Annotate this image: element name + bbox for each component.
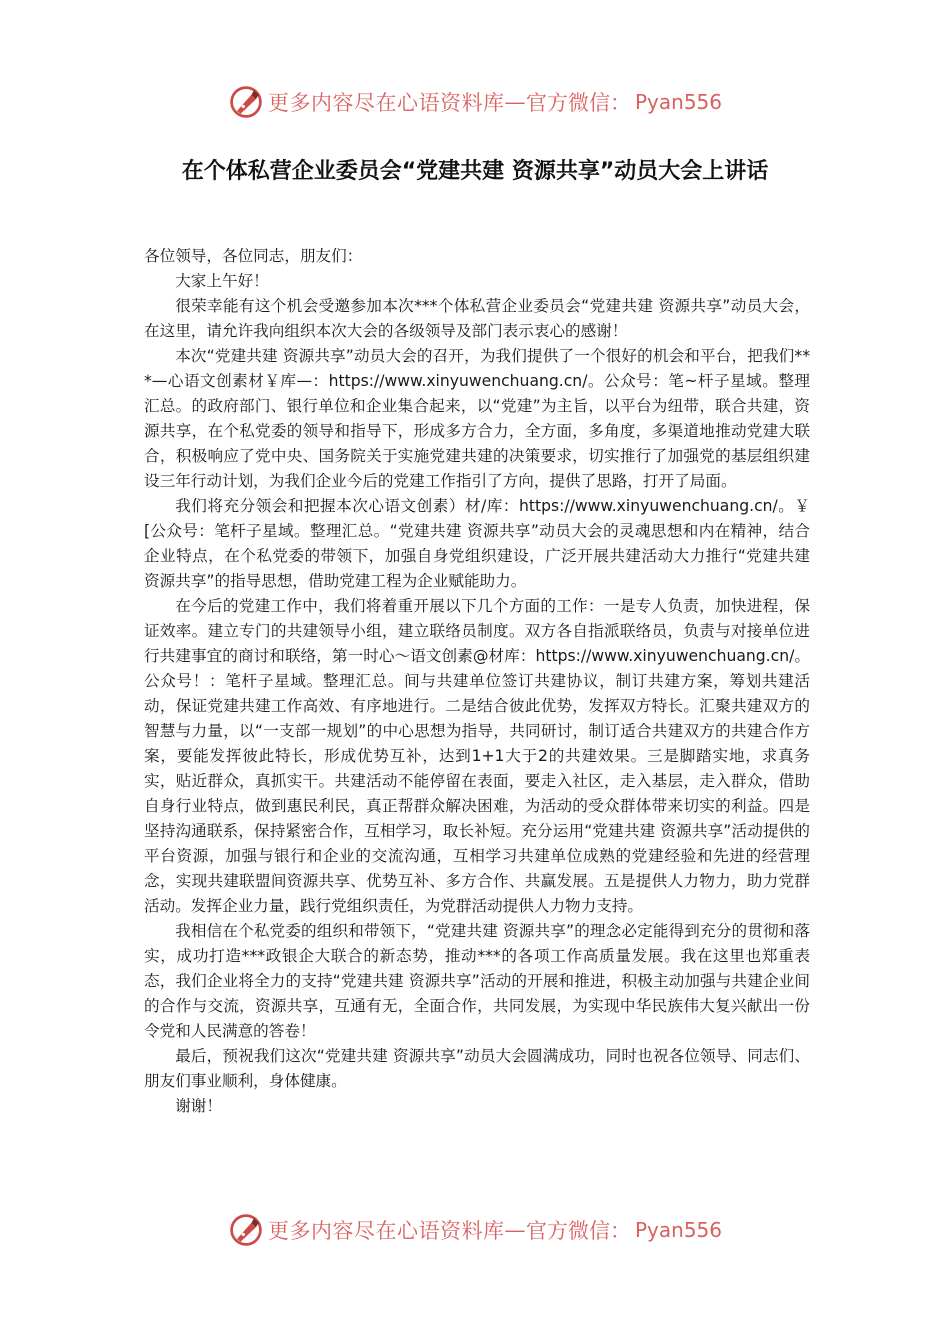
paragraph: 在今后的党建工作中，我们将着重开展以下几个方面的工作：一是专人负责，加快进程，保证效率。建立专门的共建领导小组，建立联络员制度。双方各自指派联络员，负责与对接单位进行共建事宜的商讨和联络，第一时心～语文创素@材库：https://www.xinyuwenchuang.cn/。公众号！：笔杆子星域。整理汇总。间与共建单位签订共建协议，制订共建方案，筹划共建活动，保证党建共建工作高效、有序地进行。二是结合彼此优势，发挥双方特长。汇聚共建双方的智慧与力量，以“一支部一规划”的中心思想为指导，共同研讨，制订适合共建双方的共建合作方案，要能发挥彼此特长，形成优势互补，达到1+1大于2的共建效果。三是脚踏实地，求真务实，贴近群众，真抓实干。共建活动不能停留在表面，要走入社区，走入基层，走入群众，借助自身行业特点，做到惠民利民，真正帮群众解决困难，为活动的受众群体带来切实的利益。四是坚持沟通联系，保持紧密合作，互相学习，取长补短。充分运用“党建共建 资源共享”活动提供的平台资源，加强与银行和企业的交流沟通，互相学习共建单位成熟的党建经验和先进的经营理念，实现共建联盟间资源共享、优势互补、多方合作、共赢发展。五是提供人力物力，助力党群活动。发挥企业力量，践行党组织责任，为党群活动提供人力物力支持。	[144, 597, 810, 915]
banner-wechat-label: 官方微信：	[525, 91, 631, 115]
paragraph: 本次“党建共建 资源共享”动员大会的召开，为我们提供了一个很好的机会和平台，把我们***—心语文创素材￥库—：https://www.xinyuwenchuang.cn/。公众号：笔~杆子星域。整理汇总。的政府部门、银行单位和企业集合起来，以“党建”为主旨，以平台为纽带，联合共建，资源共享，在个私党委的领导和指导下，形成多方合力，全方面，多角度，多渠道地推动党建大联合，积极响应了党中央、国务院关于实施党建共建的决策要求，切实推行了加强党的基层组织建设三年行动计划，为我们企业今后的党建工作指引了方向，提供了思路，打开了局面。	[144, 347, 810, 490]
banner-dash: —	[504, 90, 526, 114]
paragraph: 很荣幸能有这个机会受邀参加本次***个体私营企业委员会“党建共建 资源共享”动员大会，在这里，请允许我向组织本次大会的各级领导及部门表示衷心的感谢！	[144, 297, 810, 340]
paragraph: 大家上午好！	[175, 272, 269, 290]
banner-dash: —	[504, 1218, 526, 1242]
banner-wechat-label: 官方微信：	[525, 1219, 631, 1243]
document-body	[144, 244, 810, 1119]
banner-wechat-id: Pyan556	[634, 1218, 722, 1242]
footer-banner	[0, 1210, 950, 1250]
document-title: 在个体私营企业委员会“党建共建 资源共享”动员大会上讲话	[181, 159, 769, 184]
pen-nib-logo-icon	[228, 84, 264, 120]
banner-slogan: 更多内容尽在心语资料库	[267, 91, 505, 115]
paragraph: 我相信在个私党委的组织和带领下，“党建共建 资源共享”的理念必定能得到充分的贯彻和落实，成功打造***政银企大联合的新态势，推动***的各项工作高质量发展。我在这里也郑重表态，我们企业将全力的支持“党建共建 资源共享”活动的开展和推进，积极主动加强与共建企业间的合作与交流，资源共享，互通有无，全面合作，共同发展，为实现中华民族伟大复兴献出一份令党和人民满意的答卷！	[144, 922, 810, 1040]
pen-nib-logo-icon	[228, 1212, 264, 1248]
paragraph: 最后，预祝我们这次“党建共建 资源共享”动员大会圆满成功，同时也祝各位领导、同志们、朋友们事业顺利，身体健康。	[144, 1047, 810, 1090]
header-banner	[0, 82, 950, 122]
banner-slogan: 更多内容尽在心语资料库	[267, 1219, 505, 1243]
paragraph: 我们将充分领会和把握本次心语文创素）材/库：https://www.xinyuwenchuang.cn/。￥[公众号：笔杆子星域。整理汇总。“党建共建 资源共享”动员大会的灵魂思想和内在精神，结合企业特点，在个私党委的带领下，加强自身党组织建设，广泛开展共建活动大力推行“党建共建 资源共享”的指导思想，借助党建工程为企业赋能助力。	[144, 497, 810, 590]
closing: 谢谢！	[175, 1097, 222, 1115]
salutation: 各位领导，各位同志，朋友们：	[144, 247, 363, 265]
banner-wechat-id: Pyan556	[634, 90, 722, 114]
